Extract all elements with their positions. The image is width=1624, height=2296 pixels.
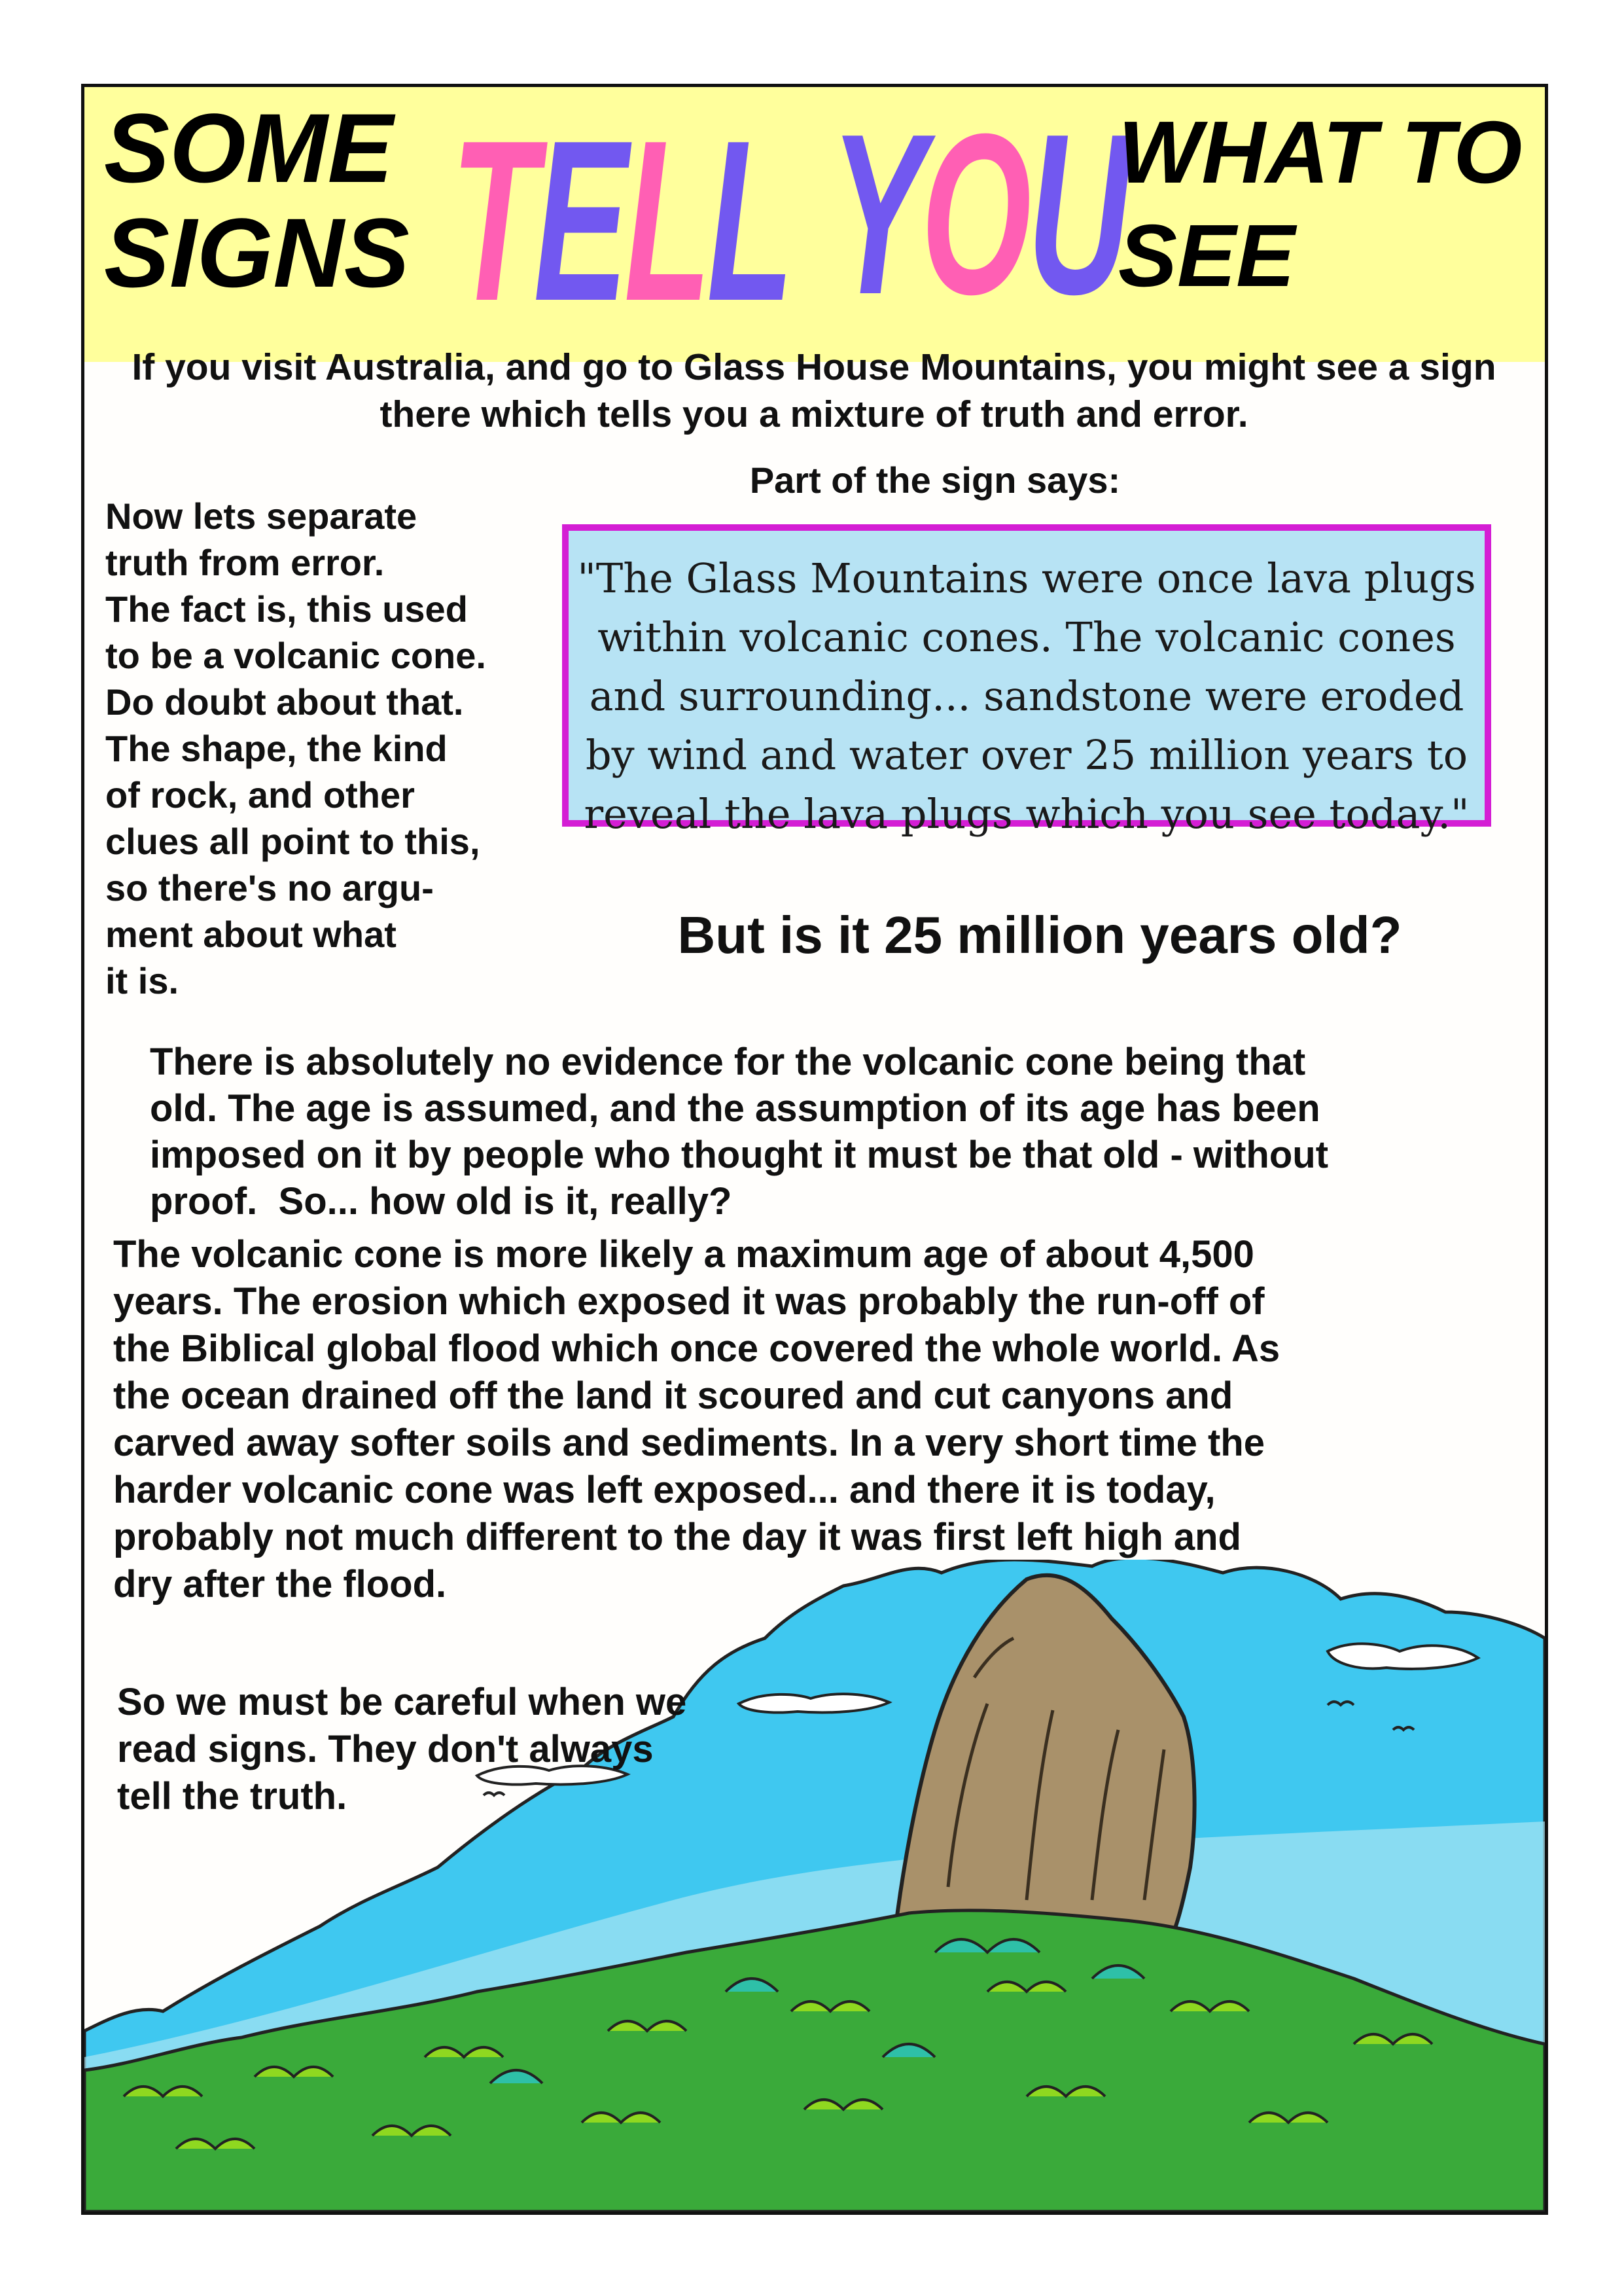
title-word-see: SEE	[1118, 206, 1296, 305]
title-letter: L	[624, 93, 707, 349]
title-word-tell	[451, 93, 790, 349]
title-letter: L	[707, 93, 790, 349]
title-word-signs: SIGNS	[104, 198, 410, 308]
question-heading: But is it 25 million years old?	[677, 906, 1402, 964]
title-word-you	[830, 86, 1126, 342]
left-column-text: Now lets separate truth from error. The fact is, this used to be a volcanic cone. Do doubt about that. The shape, the kind of rock, and other clues all point to this, so there's no argu- ment about what it is.	[105, 495, 486, 1001]
page-frame	[81, 84, 1548, 2215]
mountain-illustration	[84, 1560, 1545, 2212]
title-letter: T	[451, 93, 534, 349]
sign-quote-text: "The Glass Mountains were once lava plugs within volcanic cones. The volcanic cones and surrounding... sandstone were eroded by wind and water over 25 million years to reveal the lava plugs which you see today."	[577, 554, 1476, 838]
age-paragraph: The volcanic cone is more likely a maximum age of about 4,500 years. The erosion which exposed it was probably the run-off of the Biblical global flood which once covered the whole world. As the ocean drained off the land it scoured and cut canyons and carved away softer soils and sediments. In a very short time the harder volcanic cone was left exposed... and there it is today, probably not much different to the day it was first left high and dry after the flood.	[113, 1233, 1280, 1605]
closing-paragraph: So we must be careful when we read signs. They don't always tell the truth.	[117, 1681, 687, 1818]
title-letter: Y	[830, 86, 921, 342]
sign-caption: Part of the sign says:	[749, 459, 1121, 501]
title-word-what-to: WHAT TO	[1118, 103, 1523, 202]
evidence-paragraph: There is absolutely no evidence for the volcanic cone being that old. The age is assumed, and the assumption of its age has been imposed on it by people who thought it must be that old - without proof. So... how old is it, really?	[150, 1041, 1329, 1223]
title-letter: O	[921, 86, 1028, 342]
intro-text: If you visit Australia, and go to Glass House Mountains, you might see a sign there which tells you a mixture of truth and error.	[132, 346, 1496, 435]
title-letter: U	[1027, 86, 1126, 342]
title-word-some: SOME	[104, 93, 393, 203]
sign-quote-box	[562, 524, 1491, 838]
title-banner	[84, 87, 1545, 362]
title-letter: E	[533, 93, 624, 349]
